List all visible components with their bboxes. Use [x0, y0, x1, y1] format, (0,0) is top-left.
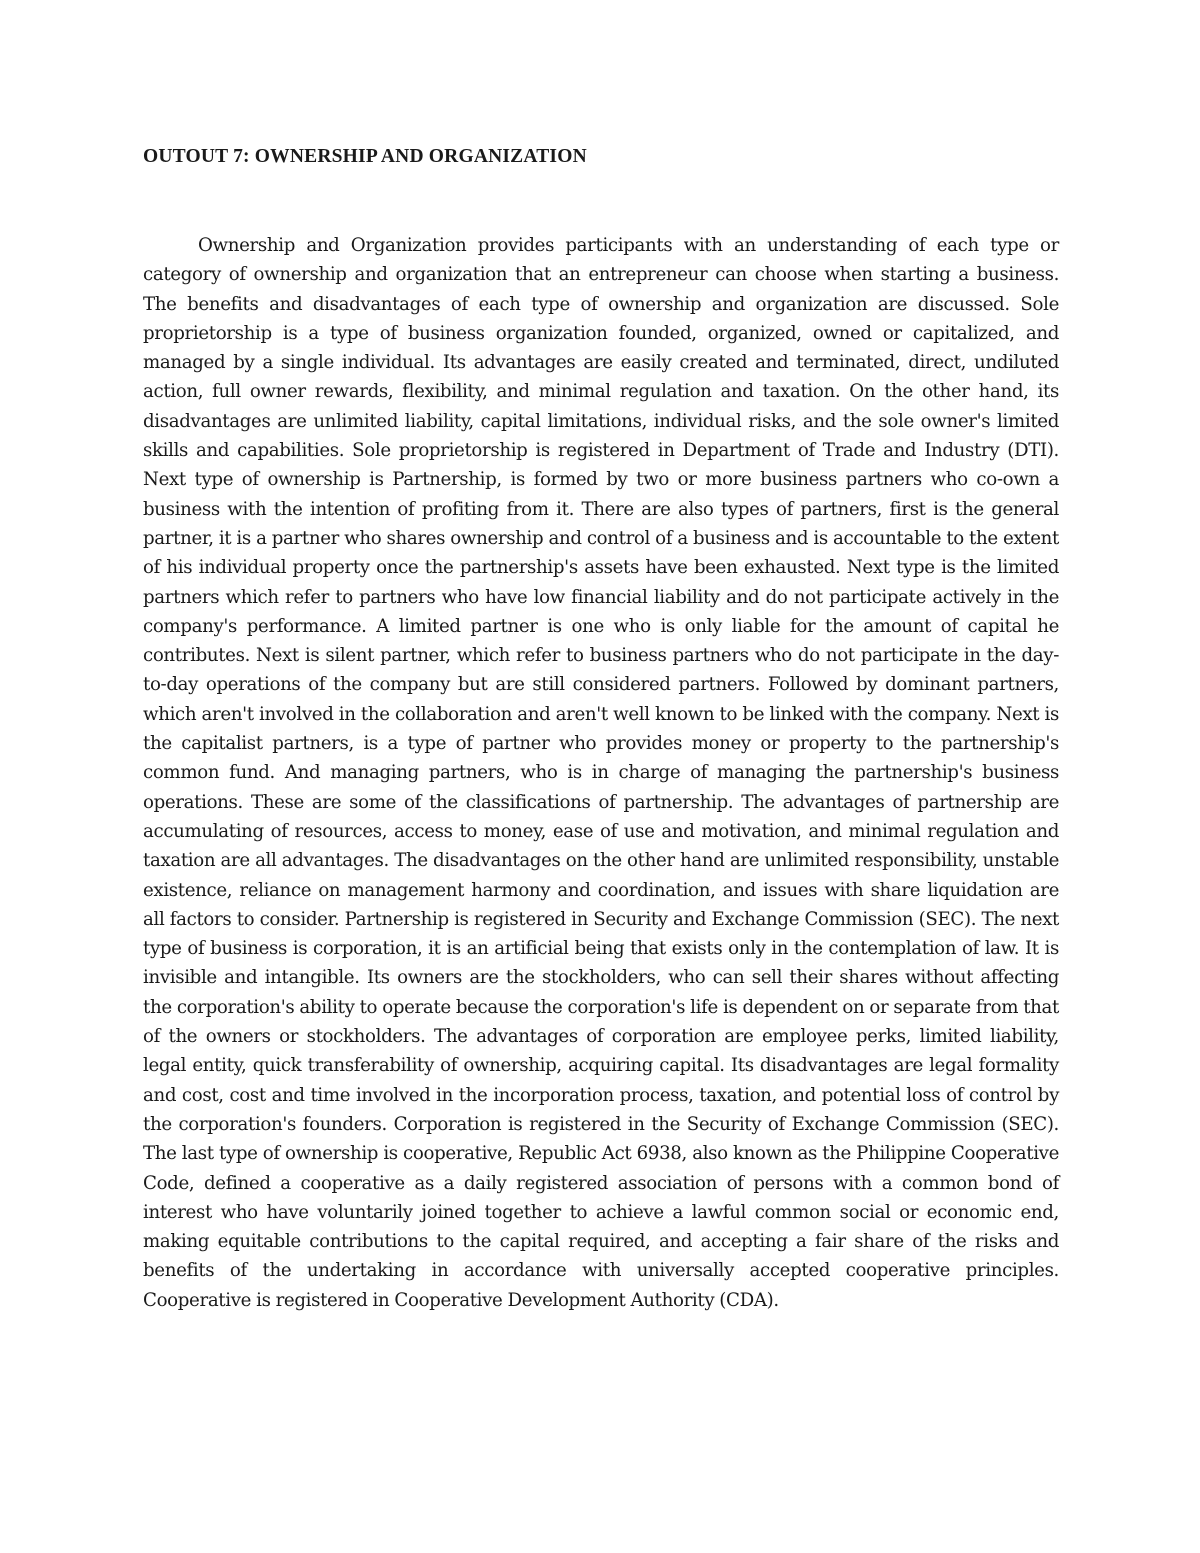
document-page [143, 140, 1059, 1315]
document-body-paragraph: Ownership and Organization provides participants with an understanding of each type or category of ownership and organization that an entrepreneur can choose when starting a business. The benefits and disadvantages of each type of ownership and organization are discussed. Sole proprietorship is a type of business organization founded, organized, owned or capitalized, and managed by a single individual. Its advantages are easily created and terminated, direct, undiluted action, full owner rewards, flexibility, and minimal regulation and taxation. On the other hand, its disadvantages are unlimited liability, capital limitations, individual risks, and the sole owner's limited skills and capabilities. Sole proprietorship is registered in Department of Trade and Industry (DTI). Next type of ownership is Partnership, is formed by two or more business partners who co-own a business with the intention of profiting from it. There are also types of partners, first is the general partner, it is a partner who shares ownership and control of a business and is accountable to the extent of his individual property once the partnership's assets have been exhausted. Next type is the limited partners which refer to partners who have low financial liability and do not participate actively in the company's performance. A limited partner is one who is only liable for the amount of capital he contributes. Next is silent partner, which refer to business partners who do not participate in the day-to-day operations of the company but are still considered partners. Followed by dominant partners, which aren't involved in the collaboration and aren't well known to be linked with the company. Next is the capitalist partners, is a type of partner who provides money or property to the partnership's common fund. And managing partners, who is in charge of managing the partnership's business operations. These are some of the classifications of partnership. The advantages of partnership are accumulating of resources, access to money, ease of use and motivation, and minimal regulation and taxation are all advantages. The disadvantages on the other hand are unlimited responsibility, unstable existence, reliance on management harmony and coordination, and issues with share liquidation are all factors to consider. Partnership is registered in Security and Exchange Commission (SEC). The next type of business is corporation, it is an artificial being that exists only in the contemplation of law. It is invisible and intangible. Its owners are the stockholders, who can sell their shares without affecting the corporation's ability to operate because the corporation's life is dependent on or separate from that of the owners or stockholders. The advantages of corporation are employee perks, limited liability, legal entity, quick transferability of ownership, acquiring capital. Its disadvantages are legal formality and cost, cost and time involved in the incorporation process, taxation, and potential loss of control by the corporation's founders. Corporation is registered in the Security of Exchange Commission (SEC). The last type of ownership is cooperative, Republic Act 6938, also known as the Philippine Cooperative Code, defined a cooperative as a daily registered association of persons with a common bond of interest who have voluntarily joined together to achieve a lawful common social or economic end, making equitable contributions to the capital required, and accepting a fair share of the risks and benefits of the undertaking in accordance with universally accepted cooperative principles. Cooperative is registered in Cooperative Development Authority (CDA). [143, 235, 1059, 1311]
document-title: OUTOUT 7: OWNERSHIP AND ORGANIZATION [143, 146, 587, 167]
